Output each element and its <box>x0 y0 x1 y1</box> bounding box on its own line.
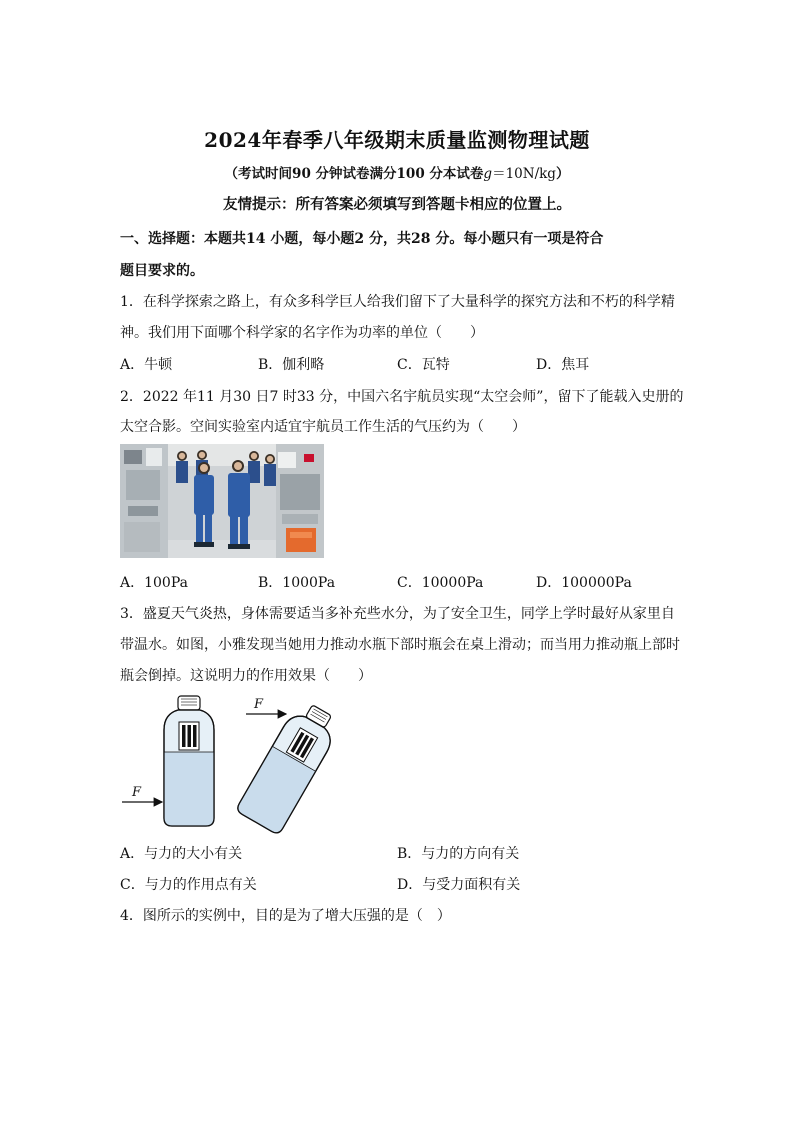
force-label-upper: F <box>254 697 264 712</box>
question-3-line-3: 瓶会倒掉。这说明力的作用效果（ ） <box>120 668 372 684</box>
exam-title: 2024年春季八年级期末质量监测物理试题 <box>204 128 590 152</box>
question-2-option-d: D．100000Pa <box>536 575 632 591</box>
question-1-line-2: 神。我们用下面哪个科学家的名字作为功率的单位（ ） <box>120 325 484 341</box>
question-3-option-a: A．与力的大小有关 <box>120 846 243 862</box>
tilted-bottle <box>235 698 343 835</box>
upright-bottle <box>164 696 214 826</box>
question-1-option-a: A．牛顿 <box>120 357 173 373</box>
question-3-option-b: B．与力的方向有关 <box>397 846 520 862</box>
question-3-line-1: 3．盛夏天气炎热，身体需要适当多补充些水分，为了安全卫生，同学上学时最好从家里自 <box>120 606 675 622</box>
subtitle-suffix: ） <box>555 166 570 182</box>
question-1-option-c: C．瓦特 <box>397 357 450 373</box>
question-3-line-2: 带温水。如图，小雅发现当她用力推动水瓶下部时瓶会在桌上滑动；而当用力推动瓶上部时 <box>120 637 680 653</box>
question-2-option-b: B．1000Pa <box>258 575 336 591</box>
question-1-option-b: B．伽利略 <box>258 357 325 373</box>
force-label-lower: F <box>132 785 142 800</box>
question-2-option-c: C．10000Pa <box>397 575 484 591</box>
question-2-option-a: A．100Pa <box>120 575 188 591</box>
subtitle-g-variable: g <box>483 166 493 182</box>
question-4-line-1: 4．图所示的实例中，目的是为了增大压强的是（ ） <box>120 908 451 924</box>
astronaut-photo-drawing <box>120 444 324 558</box>
section-heading-line-1: 一、选择题：本题共14 小题，每小题2 分，共28 分。每小题只有一项是符合 <box>120 231 604 247</box>
subtitle-prefix: （考试时间90 分钟试卷满分100 分本试卷 <box>224 166 484 182</box>
question-2-line-2: 太空合影。空间实验室内适宜宇航员工作生活的气压约为（ ） <box>120 419 526 435</box>
bottle-force-diagram <box>118 690 348 835</box>
question-2-line-1: 2．2022 年11 月30 日7 时33 分，中国六名宇航员实现“太空会师”，留下了能载入史册的 <box>120 389 684 405</box>
question-3-option-d: D．与受力面积有关 <box>397 877 521 893</box>
section-heading-line-2: 题目要求的。 <box>120 263 204 279</box>
subtitle-g-value: ＝10N/kg <box>492 166 556 182</box>
question-1-option-d: D．焦耳 <box>536 357 590 373</box>
friendly-notice: 友情提示：所有答案必须填写到答题卡相应的位置上。 <box>223 196 571 213</box>
bottle-force-figure <box>118 690 348 835</box>
astronaut-group-photo <box>120 444 324 558</box>
question-1-line-1: 1．在科学探索之路上，有众多科学巨人给我们留下了大量科学的探究方法和不朽的科学精 <box>120 294 675 310</box>
question-3-option-c: C．与力的作用点有关 <box>120 877 257 893</box>
exam-subtitle <box>0 162 794 182</box>
